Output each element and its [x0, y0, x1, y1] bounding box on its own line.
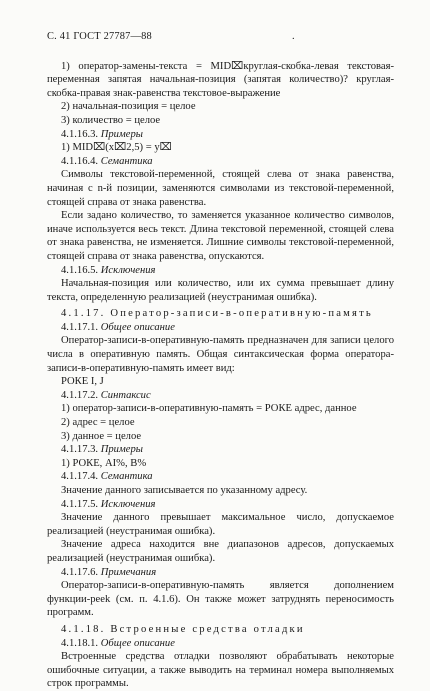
subsection-heading	[47, 443, 394, 457]
document-body	[47, 60, 394, 691]
subsection-title: Синтаксис	[100, 389, 151, 401]
subsection-heading	[47, 470, 394, 484]
subsection-title: Примечания	[100, 566, 157, 578]
subsection-heading	[47, 637, 394, 651]
subsection-title: Семантика	[100, 471, 153, 483]
subsection-heading	[47, 321, 394, 335]
text-line: 2) начальная-позиция = целое	[61, 101, 196, 113]
subsection-title: Исключения	[100, 498, 156, 510]
header-dot: .	[291, 31, 295, 42]
subsection-heading	[47, 389, 394, 403]
subsection-title: Общее описание	[100, 321, 175, 333]
subsection-number: 4.1.17.5.	[61, 498, 99, 510]
paragraph: Если задано количество, то заменяется указанное количество символов, иначе используется весь текст. Длина текстовой переменной, стоящей слева от знака равенства, не изменяется. Лишние символы текстовой-переменной, стоящей справа от знака равенства, опускаются.	[47, 210, 394, 262]
text-line: 3) данное = целое	[61, 430, 142, 442]
subsection-title: Общее описание	[100, 637, 175, 649]
paragraph: Значение адреса находится вне диапазонов адресов, допускаемых реализацией (неустранимая ошибка).	[47, 539, 394, 564]
subsection-heading	[47, 264, 394, 278]
subsection-title: Примеры	[100, 444, 143, 456]
paragraph: Оператор-записи-в-оперативную-память является дополнением функции-peek (см. п. 4.1.6). Он также может затруднять переносимость программ.	[47, 580, 394, 619]
subsection-number: 4.1.16.3.	[61, 128, 99, 140]
text-line: 2) адрес = целое	[61, 417, 135, 429]
section-heading: 4.1.18. Встроенные средства отладки	[61, 623, 305, 635]
subsection-number: 4.1.17.1.	[61, 321, 99, 333]
subsection-heading	[47, 498, 394, 512]
paragraph: Встроенные средства отладки позволяют обрабатывать некоторые ошибочные ситуации, а также выводить на терминал номера выполняемых строк программы.	[47, 651, 394, 690]
paragraph: Значение данного записывается по указанному адресу.	[61, 485, 308, 496]
subsection-heading	[47, 128, 394, 142]
text-line: 3) количество = целое	[61, 114, 161, 126]
text-line: 1) оператор-записи-в-оперативную-память = РОКЕ адрес, данное	[61, 403, 357, 415]
page-header	[47, 30, 394, 44]
subsection-title: Примеры	[100, 128, 143, 140]
text-line: РОКЕ I, J	[61, 376, 104, 388]
text-line: 1) РОКЕ, AI%, B%	[61, 457, 147, 469]
subsection-title: Семантика	[100, 155, 153, 167]
text-line: 1) MID⌧(х⌧2,5) = у⌧	[61, 142, 172, 154]
paragraph: Начальная-позиция или количество, или их сумма превышает длину текста, определенную реализацией (неустранимая ошибка).	[47, 278, 394, 303]
section-heading: 4.1.17. Оператор-записи-в-оперативную-память	[61, 308, 373, 320]
subsection-number: 4.1.17.3.	[61, 444, 99, 456]
subsection-heading	[47, 155, 394, 169]
subsection-number: 4.1.16.4.	[61, 155, 99, 167]
subsection-number: 4.1.17.6.	[61, 566, 99, 578]
subsection-number: 4.1.18.1.	[61, 637, 99, 649]
subsection-title: Исключения	[100, 264, 156, 276]
subsection-number: 4.1.17.4.	[61, 471, 99, 483]
subsection-number: 4.1.16.5.	[61, 264, 99, 276]
paragraph: Оператор-записи-в-оперативную-память предназначен для записи целого числа в оперативную память. Общая синтаксическая форма оператора-записи-в-оперативную-память имеет вид:	[47, 335, 394, 374]
page-header-label: С. 41 ГОСТ 27787—88	[47, 31, 152, 42]
subsection-heading	[47, 566, 394, 580]
subsection-number: 4.1.17.2.	[61, 389, 99, 401]
paragraph: Значение данного превышает максимальное число, допускаемое реализацией (неустранимая ошибка).	[47, 512, 394, 537]
paragraph: Символы текстовой-переменной, стоящей слева от знака равенства, начиная с n-й позиции, заменяются символами из текстовой-переменной, стоящей справа от знака равенства.	[47, 169, 394, 208]
text-line: 1) оператор-замены-текста = MID⌧круглая-скобка-левая текстовая-переменная запятая начальная-позиция (запятая количество)? круглая-скобка-правая знак-равенства текстовое-выражение	[47, 60, 394, 99]
